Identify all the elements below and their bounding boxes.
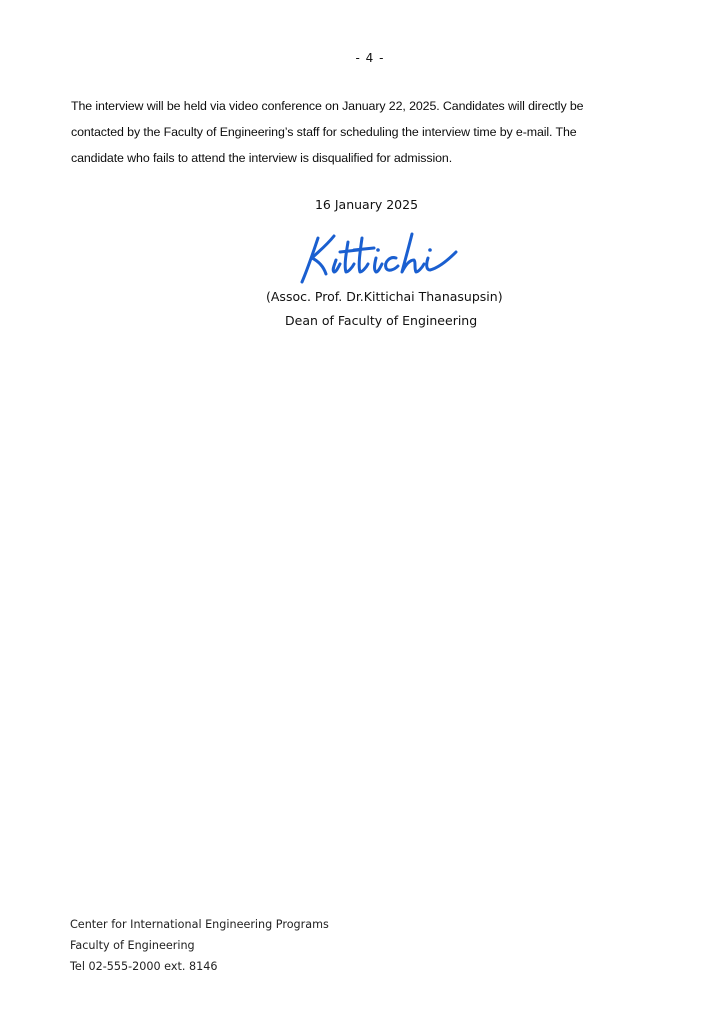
body-line: candidate who fails to attend the interview is disqualified for admission. [71,151,453,165]
footer-line: Center for International Engineering Programs [70,918,329,931]
page-number: - 4 - [355,51,385,65]
body-paragraph [71,93,671,171]
footer-line: Faculty of Engineering [70,939,195,952]
footer-contact [70,914,329,977]
body-line: contacted by the Faculty of Engineering’s staff for scheduling the interview time by e-mail. The [71,125,577,139]
footer-line: Tel 02-555-2000 ext. 8146 [70,960,218,973]
signature-date: 16 January 2025 [314,197,419,212]
body-line: The interview will be held via video conference on January 22, 2025. Candidates will directly be [71,99,584,113]
handwritten-signature [296,228,460,288]
signer-title: Dean of Faculty of Engineering [285,313,478,328]
signer-name: (Assoc. Prof. Dr.Kittichai Thanasupsin) [266,289,503,304]
